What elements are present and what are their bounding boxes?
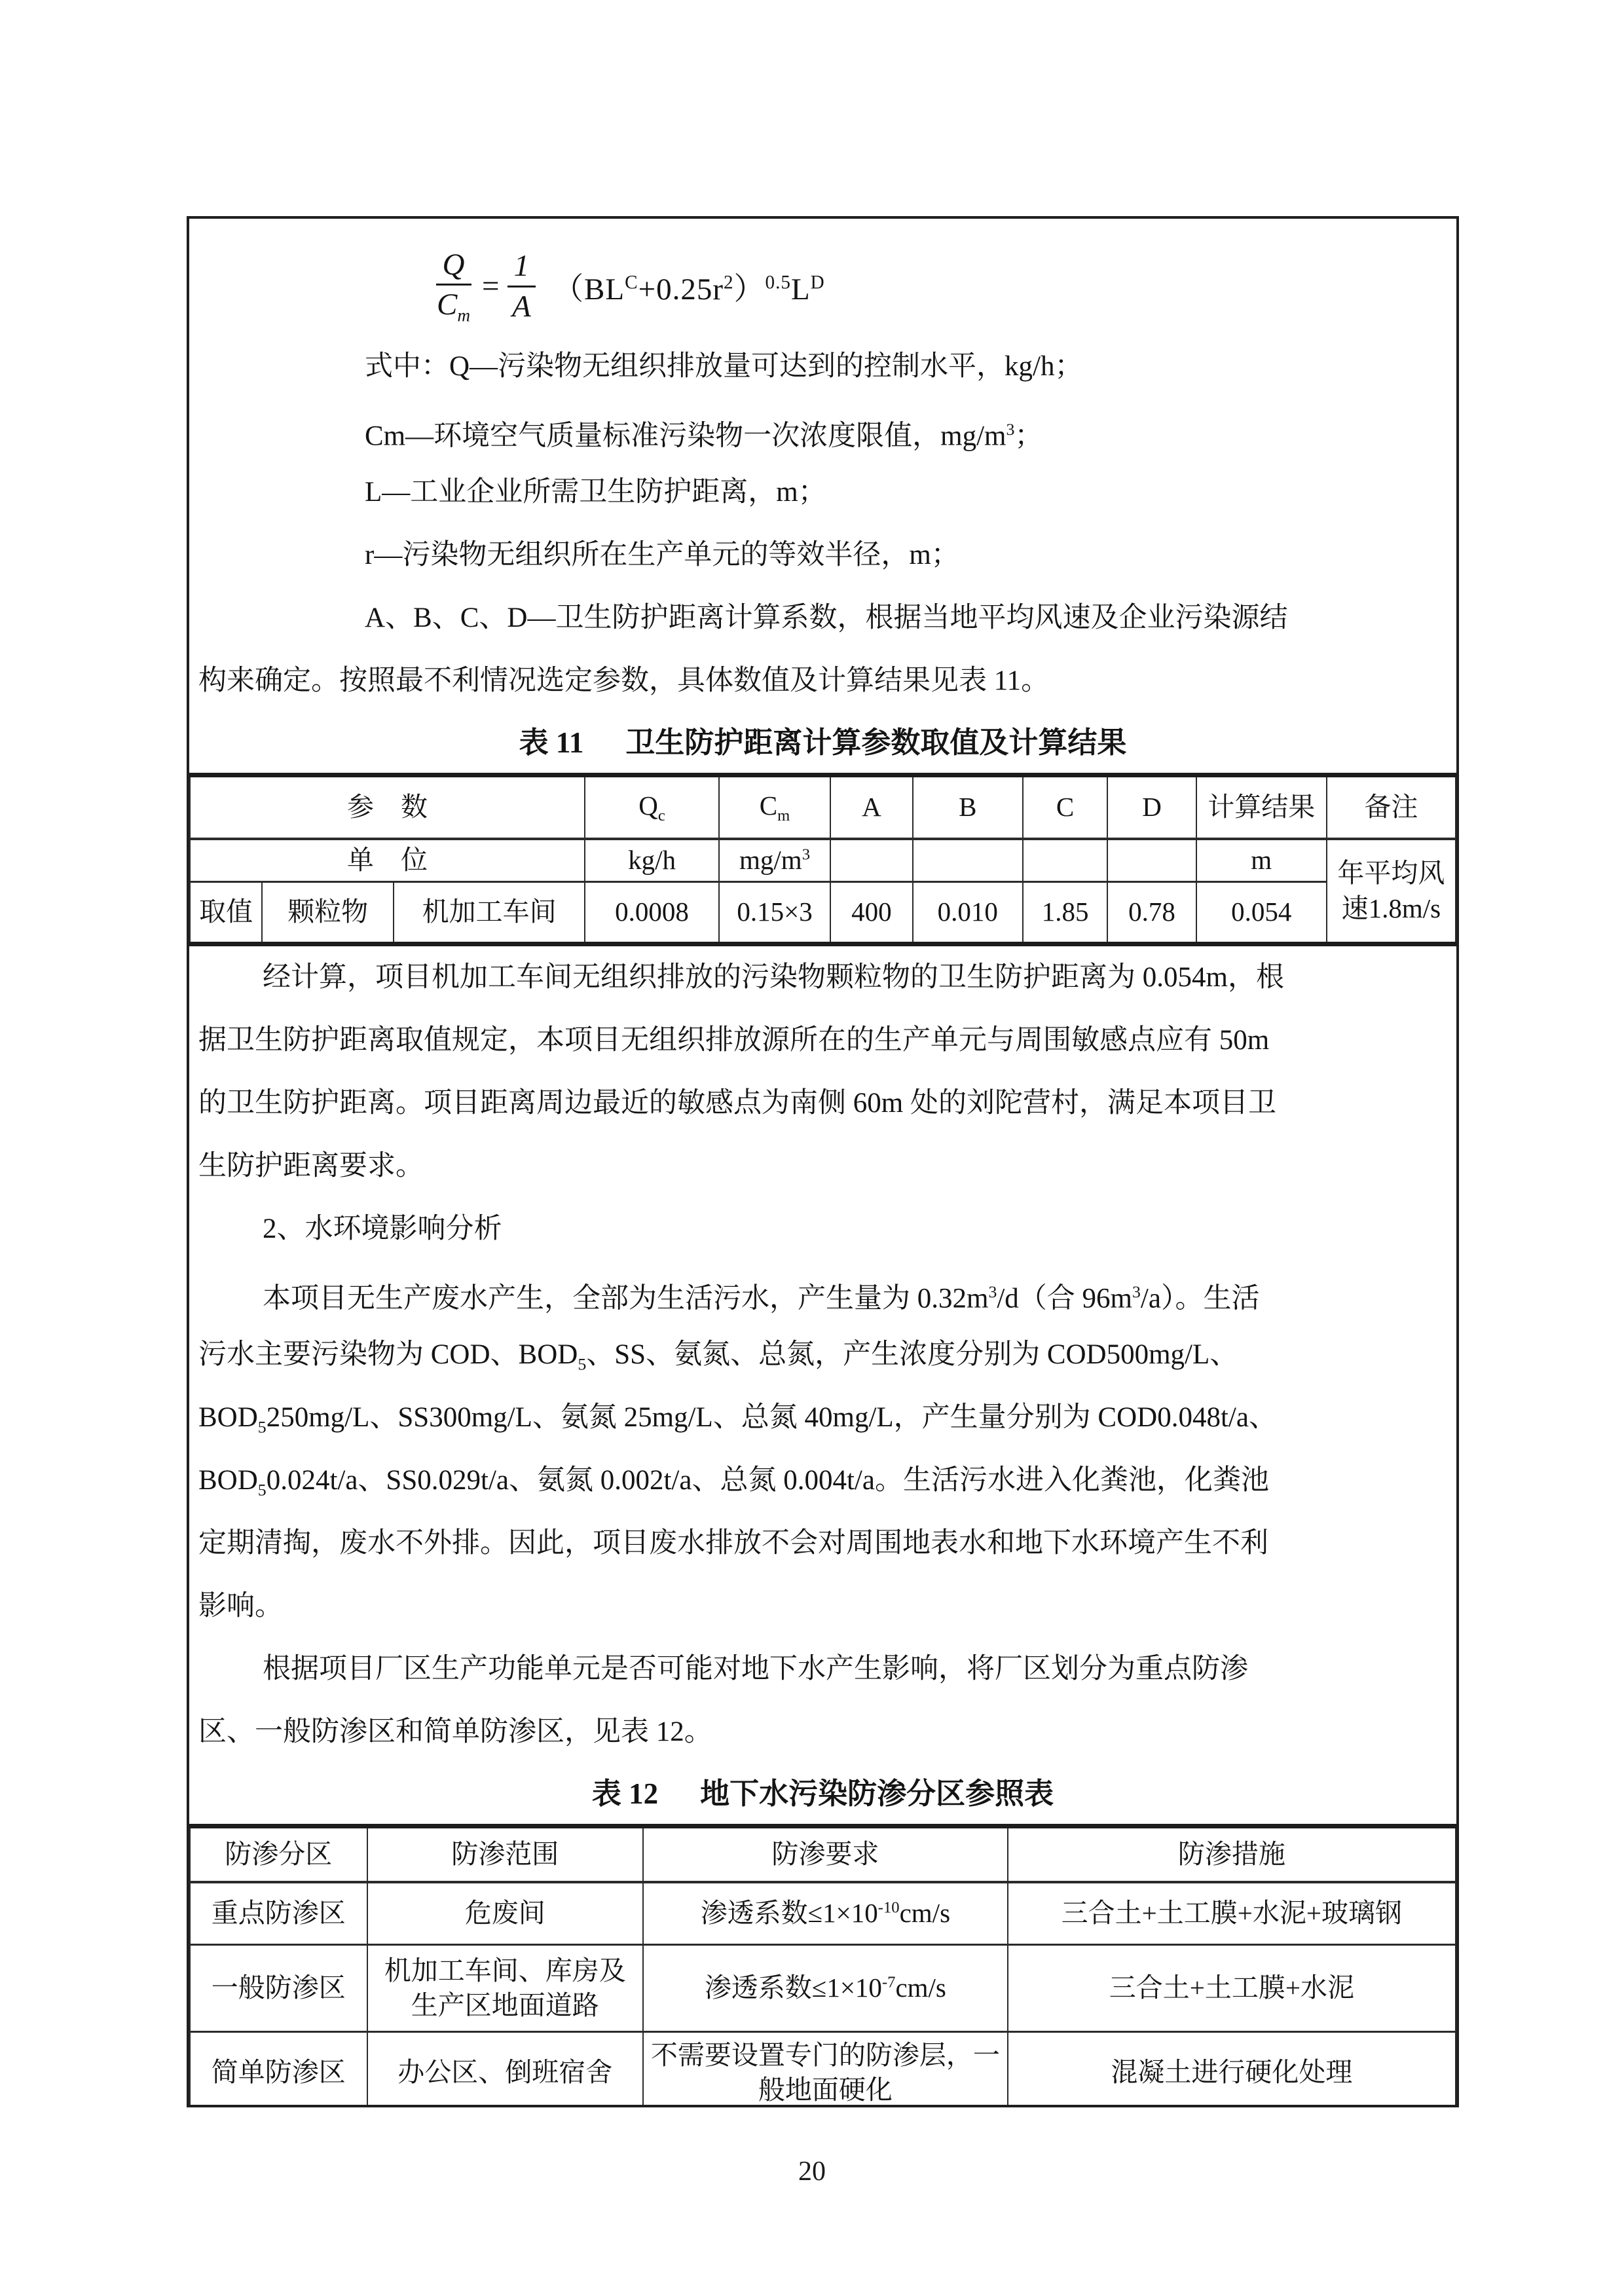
definition-line-r: r—污染物无组织所在生产单元的等效半径，m； bbox=[365, 540, 959, 570]
definition-line-cm: Cm—环境空气质量标准污染物一次浓度限值，$mg/m^3$； bbox=[365, 420, 1043, 452]
table11-value-label: 取值 bbox=[190, 882, 262, 944]
table11-unit-qc: kg/h bbox=[585, 839, 719, 882]
formula-denominator-cm: $C_m$ bbox=[437, 287, 471, 325]
table12-title bbox=[189, 1764, 1456, 1824]
table11-unit-cm: $mg/m^3$ bbox=[719, 839, 830, 882]
table11-unit-label: 单 位 bbox=[190, 839, 585, 882]
table12-header-row bbox=[190, 1826, 1456, 1883]
paragraph-line: 定期清掏，废水不外排。因此，项目废水排放不会对周围地表水和地下水环境产生不利 bbox=[198, 1528, 1268, 1559]
table12-scope: 危废间 bbox=[367, 1882, 643, 1945]
paragraph-line: 污水主要污染物为 COD、$BOD_5$、SS、氨氮、总氮，产生浓度分别为 COD500mg/L、 bbox=[198, 1339, 1238, 1374]
table11-title-text: 卫生防护距离计算参数取值及计算结果 bbox=[625, 726, 1127, 759]
table12-zone: 简单防渗区 bbox=[190, 2032, 367, 2108]
paragraph-line: 生防护距离要求。 bbox=[198, 1151, 424, 1181]
formula-expression-tail: $(BL^C+0.25r^2)^{0.5}L^D$ bbox=[553, 271, 825, 306]
section-heading: 2、水环境影响分析 bbox=[263, 1213, 502, 1244]
table11-value-c: 1.85 bbox=[1023, 882, 1108, 944]
paragraph-line: 本项目无生产废水产生，全部为生活污水，产生量为 $0.32m^3/d$（合 $96m^3/a$）。生活 bbox=[263, 1282, 1260, 1314]
document-page bbox=[187, 216, 1459, 2107]
table12 bbox=[189, 1824, 1456, 2107]
table11-remark-value: 年平均风速1.8m/s bbox=[1327, 839, 1456, 944]
paragraph-water bbox=[189, 1261, 1456, 1638]
paragraph-line: $BOD_5250mg/L$、SS300mg/L、氨氮 25mg/L、总氮 40mg/L，产生量分别为 COD0.048t/a、 bbox=[198, 1402, 1277, 1437]
table11-header-remark: 备注 bbox=[1327, 775, 1456, 840]
table12-row-general bbox=[190, 1945, 1456, 2032]
table12-title-text: 地下水污染防渗分区参照表 bbox=[700, 1777, 1054, 1810]
paragraph-line: 经计算，项目机加工车间无组织排放的污染物颗粒物的卫生防护距离为 0.054m，根 bbox=[263, 962, 1284, 993]
table11-title-label: 表 11 bbox=[519, 726, 584, 759]
table11-header-qc: $Q_c$ bbox=[585, 775, 719, 840]
formula-equals: = bbox=[482, 269, 500, 303]
definition-line-continuation: 构来确定。按照最不利情况选定参数，具体数值及计算结果见表 11。 bbox=[198, 665, 1050, 696]
table11-header-cm: $C_m$ bbox=[719, 775, 830, 840]
table11-value-cm: 0.15×3 bbox=[719, 882, 830, 944]
table12-zone: 重点防渗区 bbox=[190, 1882, 367, 1945]
definition-line-l: L—工业企业所需卫生防护距离，m； bbox=[365, 477, 826, 508]
table11-header-d: D bbox=[1107, 775, 1196, 840]
table12-row-simple bbox=[190, 2032, 1456, 2108]
table12-header-measure: 防渗措施 bbox=[1008, 1826, 1456, 1883]
table12-req: 不需要设置专门的防渗层，一般地面硬化 bbox=[643, 2032, 1008, 2108]
table12-row-key bbox=[190, 1882, 1456, 1945]
table12-zone: 一般防渗区 bbox=[190, 1945, 367, 2032]
table11-value-qc: 0.0008 bbox=[585, 882, 719, 944]
table12-header-zone: 防渗分区 bbox=[190, 1826, 367, 1883]
table11-value-a: 400 bbox=[830, 882, 913, 944]
table11-unit-row bbox=[190, 839, 1456, 882]
paragraph-line: 根据项目厂区生产功能单元是否可能对地下水产生影响，将厂区划分为重点防渗 bbox=[263, 1654, 1248, 1684]
definition-line-q: 式中：Q—污染物无组织排放量可达到的控制水平，kg/h； bbox=[365, 351, 1083, 382]
formula-denominator-a: A bbox=[511, 289, 531, 324]
table11-header-a: A bbox=[830, 775, 913, 840]
page-number: 20 bbox=[798, 2157, 826, 2187]
formula-right-fraction bbox=[507, 248, 536, 324]
table11-header-c: C bbox=[1023, 775, 1108, 840]
table12-scope: 办公区、倒班宿舍 bbox=[367, 2032, 643, 2108]
table12-req: 渗透系数$\le 1\times 10^{-7}cm/s$ bbox=[643, 1945, 1008, 2032]
table11-value-d: 0.78 bbox=[1107, 882, 1196, 944]
paragraph-calculation bbox=[189, 946, 1456, 1198]
table12-header-req: 防渗要求 bbox=[643, 1826, 1008, 1883]
table12-header-scope: 防渗范围 bbox=[367, 1826, 643, 1883]
table11-header-b: B bbox=[913, 775, 1023, 840]
paragraph-line: 区、一般防渗区和简单防渗区，见表 12。 bbox=[198, 1716, 712, 1747]
paragraph-line: $BOD_50.024t/a$、SS0.029t/a、氨氮 0.002t/a、总氮 0.004t/a。生活污水进入化粪池，化粪池 bbox=[198, 1465, 1269, 1500]
table11-unit-b-empty bbox=[913, 839, 1023, 882]
formula-numerator-q: Q bbox=[436, 247, 471, 286]
paragraph-line: 的卫生防护距离。项目距离周边最近的敏感点为南侧 60m 处的刘陀营村，满足本项目卫 bbox=[198, 1088, 1276, 1119]
table11-unit-result: m bbox=[1196, 839, 1327, 882]
formula-definitions bbox=[189, 335, 1456, 713]
formula-numerator-1: 1 bbox=[507, 248, 536, 287]
table11-header-param: 参 数 bbox=[190, 775, 585, 840]
table11-title bbox=[189, 713, 1456, 773]
table11-pollutant: 颗粒物 bbox=[262, 882, 394, 944]
table11-unit-d-empty bbox=[1107, 839, 1196, 882]
table11-value-b: 0.010 bbox=[913, 882, 1023, 944]
table11-value-row bbox=[190, 882, 1456, 944]
formula bbox=[433, 237, 1456, 335]
table11 bbox=[189, 773, 1456, 946]
paragraph-line: 据卫生防护距离取值规定，本项目无组织排放源所在的生产单元与周围敏感点应有 50m bbox=[198, 1025, 1270, 1056]
table11-unit-c-empty bbox=[1023, 839, 1108, 882]
formula-left-fraction bbox=[433, 247, 474, 326]
table11-value-result: 0.054 bbox=[1196, 882, 1327, 944]
definition-line-abcd: A、B、C、D—卫生防护距离计算系数，根据当地平均风速及企业污染源结 bbox=[365, 602, 1288, 633]
table11-unit-a-empty bbox=[830, 839, 913, 882]
table12-title-label: 表 12 bbox=[591, 1777, 659, 1810]
paragraph-groundwater bbox=[189, 1638, 1456, 1764]
table11-header-result: 计算结果 bbox=[1196, 775, 1327, 840]
table12-measure: 混凝土进行硬化处理 bbox=[1008, 2032, 1456, 2108]
table12-scope: 机加工车间、库房及生产区地面道路 bbox=[367, 1945, 643, 2032]
section-heading-water bbox=[189, 1198, 1456, 1261]
table11-header-row bbox=[190, 775, 1456, 840]
table12-measure: 三合土+土工膜+水泥+玻璃钢 bbox=[1008, 1882, 1456, 1945]
table11-workshop: 机加工车间 bbox=[394, 882, 585, 944]
table12-req: 渗透系数$\le 1\times 10^{-10}cm/s$ bbox=[643, 1882, 1008, 1945]
table12-measure: 三合土+土工膜+水泥 bbox=[1008, 1945, 1456, 2032]
paragraph-line: 影响。 bbox=[198, 1591, 283, 1621]
